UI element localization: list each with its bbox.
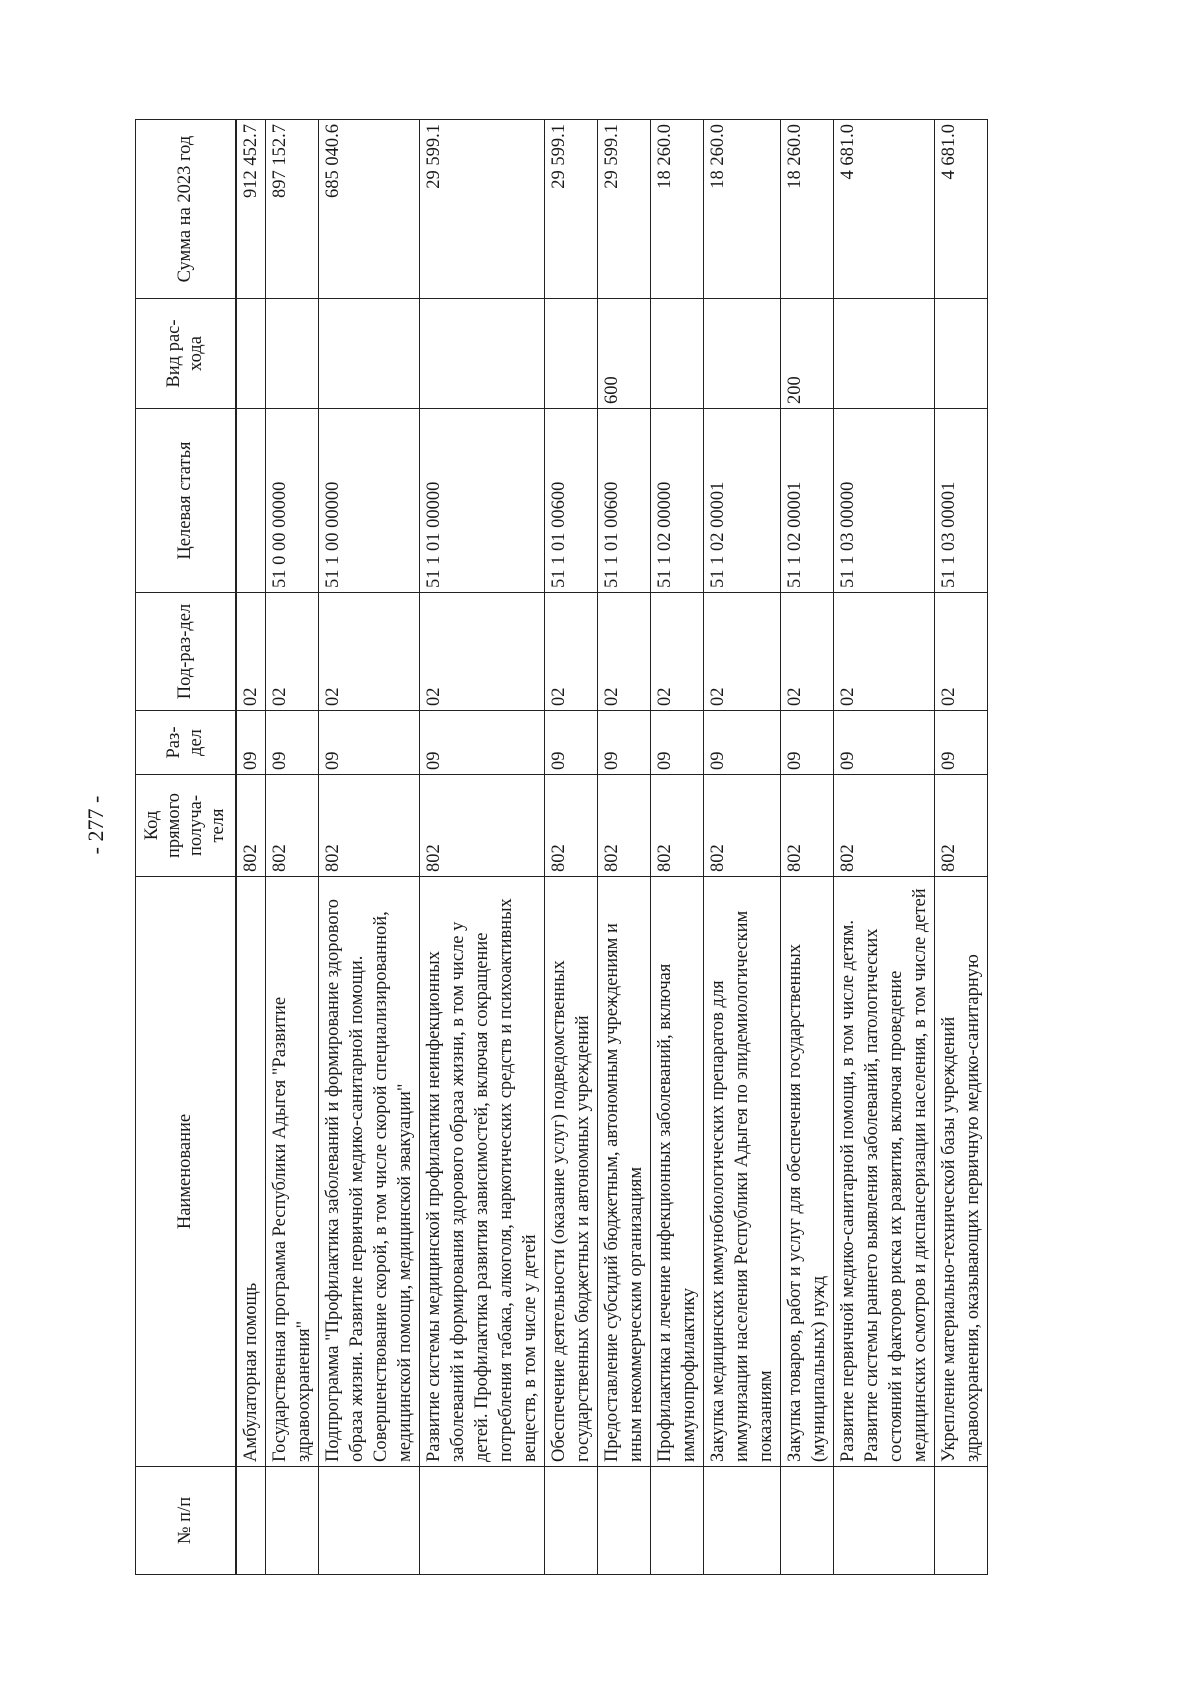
row-recipient-code: 802 <box>318 775 419 877</box>
row-section: 09 <box>780 711 833 775</box>
row-name: Укрепление материально-технической базы учреждений здравоохранения, оказывающих первичную медико-санитарную <box>934 877 987 1467</box>
row-subsection: 02 <box>934 593 987 711</box>
table-row <box>318 120 419 1575</box>
row-recipient-code: 802 <box>650 775 703 877</box>
row-target-item: 51 1 03 00000 <box>833 409 934 593</box>
header-name: Наименование <box>136 877 236 1467</box>
row-recipient-code: 802 <box>236 775 266 877</box>
row-recipient-code: 802 <box>265 775 318 877</box>
row-subsection: 02 <box>597 593 650 711</box>
row-target-item: 51 1 02 00000 <box>650 409 703 593</box>
row-target-item: 51 1 02 00001 <box>780 409 833 593</box>
table-header-row <box>136 120 236 1575</box>
row-subsection: 02 <box>419 593 544 711</box>
table-row <box>597 120 650 1575</box>
row-expense-type <box>650 299 703 409</box>
header-amount: Сумма на 2023 год <box>136 120 236 299</box>
row-expense-type <box>833 299 934 409</box>
row-expense-type <box>934 299 987 409</box>
row-name: Предоставление субсидий бюджетным, автономным учреждениям и иным некоммерческим организациям <box>597 877 650 1467</box>
header-no: № п/п <box>136 1467 236 1575</box>
row-name: Закупка товаров, работ и услуг для обеспечения государственных (муниципальных) нужд <box>780 877 833 1467</box>
row-section: 09 <box>650 711 703 775</box>
row-subsection: 02 <box>833 593 934 711</box>
row-section: 09 <box>703 711 780 775</box>
row-subsection: 02 <box>236 593 266 711</box>
row-expense-type <box>544 299 597 409</box>
table-row <box>833 120 934 1575</box>
row-name: Государственная программа Республики Адыгея "Развитие здравоохранения" <box>265 877 318 1467</box>
header-expense-type: Вид рас-хода <box>136 299 236 409</box>
page-number: - 277 - <box>83 795 108 855</box>
budget-table-container <box>135 120 1025 1575</box>
row-expense-type <box>318 299 419 409</box>
row-section: 09 <box>318 711 419 775</box>
row-expense-type: 600 <box>597 299 650 409</box>
row-subsection: 02 <box>544 593 597 711</box>
row-section: 09 <box>597 711 650 775</box>
row-number <box>318 1467 419 1575</box>
header-subsection: Под-раз-дел <box>136 593 236 711</box>
row-section: 09 <box>419 711 544 775</box>
row-expense-type: 200 <box>780 299 833 409</box>
row-subsection: 02 <box>265 593 318 711</box>
table-row <box>780 120 833 1575</box>
row-expense-type <box>265 299 318 409</box>
row-number <box>934 1467 987 1575</box>
row-section: 09 <box>265 711 318 775</box>
row-amount: 4 681.0 <box>934 120 987 299</box>
row-section: 09 <box>934 711 987 775</box>
row-expense-type <box>419 299 544 409</box>
row-target-item <box>236 409 266 593</box>
row-amount: 897 152.7 <box>265 120 318 299</box>
row-recipient-code: 802 <box>934 775 987 877</box>
row-amount: 18 260.0 <box>703 120 780 299</box>
row-number <box>597 1467 650 1575</box>
row-number <box>833 1467 934 1575</box>
row-amount: 685 040.6 <box>318 120 419 299</box>
row-target-item: 51 1 01 00000 <box>419 409 544 593</box>
row-name: Развитие первичной медико-санитарной помощи, в том числе детям. Развитие системы раннего выявления заболеваний, патологических состояний и факторов риска их развития, включая проведение медицинских осмотров и диспансеризации населения, в том числе детей <box>833 877 934 1467</box>
row-recipient-code: 802 <box>419 775 544 877</box>
budget-table <box>135 119 988 1575</box>
row-amount: 29 599.1 <box>419 120 544 299</box>
row-section: 09 <box>833 711 934 775</box>
header-target-item: Целевая статья <box>136 409 236 593</box>
header-recipient-code: Код прямого получа-теля <box>136 775 236 877</box>
row-number <box>650 1467 703 1575</box>
row-target-item: 51 0 00 00000 <box>265 409 318 593</box>
table-row <box>934 120 987 1575</box>
row-target-item: 51 1 01 00600 <box>544 409 597 593</box>
row-amount: 29 599.1 <box>597 120 650 299</box>
row-name: Развитие системы медицинской профилактики неинфекционных заболеваний и формирования здорового образа жизни, в том числе у детей. Профилактика развития зависимостей, включая сокращение потребления табака, алкоголя, наркотических средств и психоактивных веществ, в том числе у детей <box>419 877 544 1467</box>
row-amount: 18 260.0 <box>780 120 833 299</box>
table-row <box>544 120 597 1575</box>
table-row <box>236 120 266 1575</box>
row-expense-type <box>236 299 266 409</box>
row-number <box>703 1467 780 1575</box>
table-row <box>703 120 780 1575</box>
row-subsection: 02 <box>318 593 419 711</box>
table-row <box>419 120 544 1575</box>
row-amount: 912 452.7 <box>236 120 266 299</box>
row-target-item: 51 1 03 00001 <box>934 409 987 593</box>
row-number <box>544 1467 597 1575</box>
row-amount: 29 599.1 <box>544 120 597 299</box>
row-target-item: 51 1 01 00600 <box>597 409 650 593</box>
row-amount: 4 681.0 <box>833 120 934 299</box>
row-recipient-code: 802 <box>703 775 780 877</box>
row-section: 09 <box>236 711 266 775</box>
row-number <box>265 1467 318 1575</box>
row-target-item: 51 1 00 00000 <box>318 409 419 593</box>
table-row <box>650 120 703 1575</box>
header-section: Раз-дел <box>136 711 236 775</box>
row-recipient-code: 802 <box>597 775 650 877</box>
row-subsection: 02 <box>703 593 780 711</box>
row-number <box>419 1467 544 1575</box>
row-target-item: 51 1 02 00001 <box>703 409 780 593</box>
row-recipient-code: 802 <box>833 775 934 877</box>
row-subsection: 02 <box>650 593 703 711</box>
row-name: Подпрограмма "Профилактика заболеваний и формирование здорового образа жизни. Развитие первичной медико-санитарной помощи. Совершенствование скорой, в том числе скорой специализированной, медицинской помощи, медицинской эвакуации" <box>318 877 419 1467</box>
row-recipient-code: 802 <box>544 775 597 877</box>
row-number <box>780 1467 833 1575</box>
row-recipient-code: 802 <box>780 775 833 877</box>
table-row <box>265 120 318 1575</box>
row-section: 09 <box>544 711 597 775</box>
row-amount: 18 260.0 <box>650 120 703 299</box>
row-name: Закупка медицинских иммунобиологических препаратов для иммунизации населения Республики Адыгея по эпидемиологическим показаниям <box>703 877 780 1467</box>
row-name: Обеспечение деятельности (оказание услуг) подведомственных государственных бюджетных и автономных учреждений <box>544 877 597 1467</box>
row-subsection: 02 <box>780 593 833 711</box>
row-expense-type <box>703 299 780 409</box>
row-name: Амбулаторная помощь <box>236 877 266 1467</box>
row-name: Профилактика и лечение инфекционных заболеваний, включая иммунопрофилактику <box>650 877 703 1467</box>
row-number <box>236 1467 266 1575</box>
